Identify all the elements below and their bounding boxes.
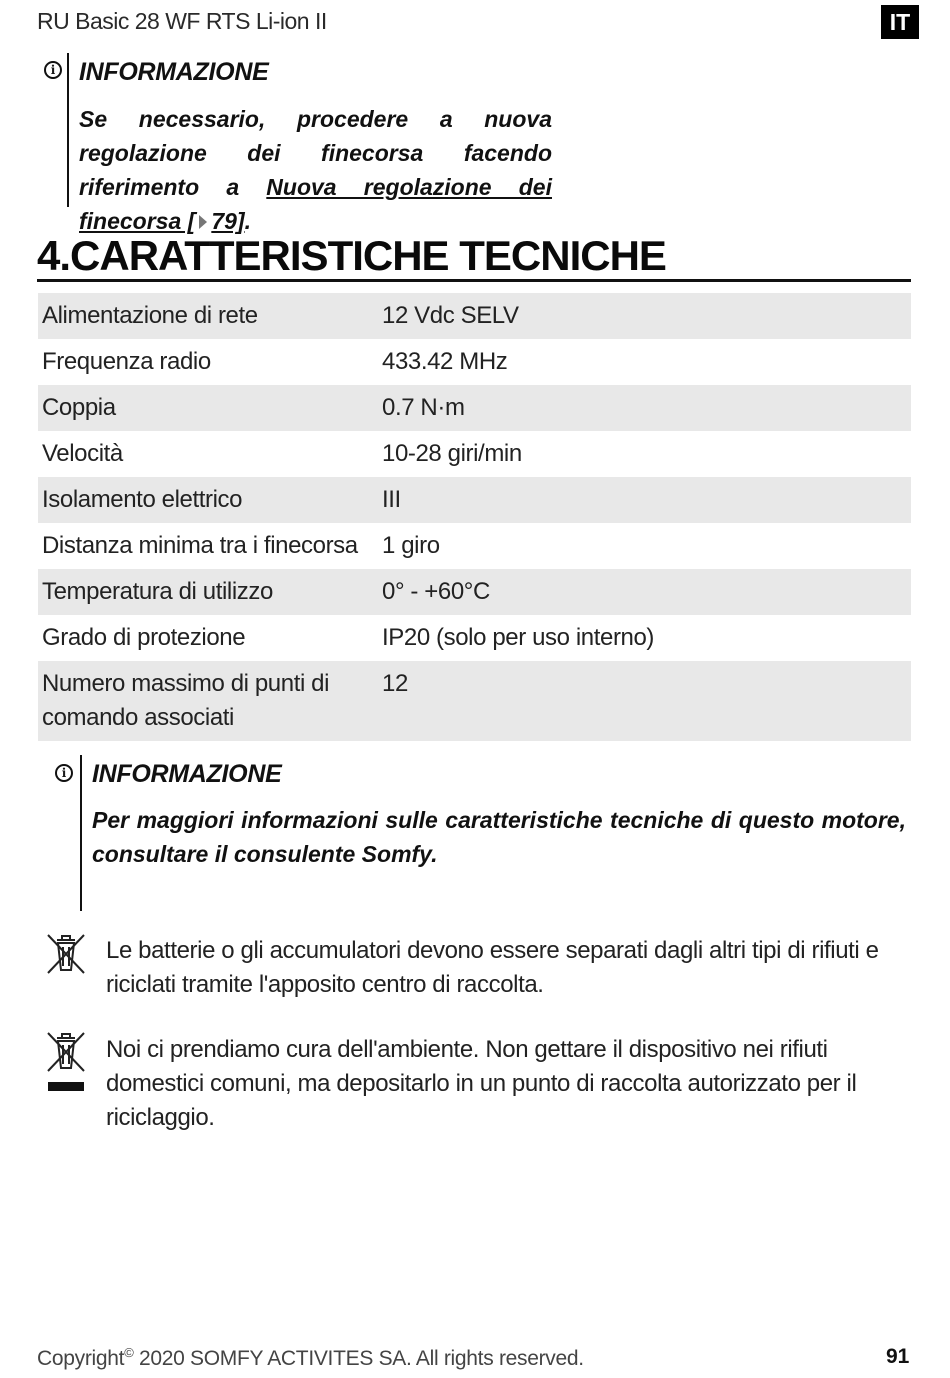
spec-label: Velocità (42, 440, 123, 467)
spec-label: Isolamento elettrico (38, 477, 378, 523)
copyright-text: 2020 SOMFY ACTIVITES SA. All rights reserved. (133, 1347, 584, 1370)
info-note-text (79, 102, 552, 238)
spec-value: 1 giro (382, 532, 440, 559)
copyright-symbol: © (124, 1345, 134, 1360)
table-row (38, 661, 911, 741)
table-row (38, 477, 911, 523)
limit-adjust-link-text: Nuova regolazione dei finecorsa [ (79, 174, 552, 234)
spec-value: 0.7 N·m (378, 385, 911, 431)
limit-adjust-link-page: 79] (211, 208, 245, 234)
heading-rule (37, 279, 911, 282)
info-note-title: INFORMAZIONE (92, 760, 282, 788)
product-title: RU Basic 28 WF RTS Li-ion II (37, 8, 327, 34)
table-row (38, 339, 911, 385)
spec-label: Coppia (38, 385, 378, 431)
info-icon: i (55, 764, 73, 782)
table-row (38, 569, 911, 615)
spec-label: Frequenza radio (42, 348, 211, 375)
spec-value: 12 Vdc SELV (378, 293, 911, 339)
page-number: 91 (886, 1345, 910, 1368)
info-note-bar (80, 755, 82, 911)
spec-value: 10-28 giri/min (382, 440, 522, 467)
table-row (38, 293, 911, 339)
spec-value: 12 (378, 661, 911, 741)
table-row (38, 431, 911, 477)
spec-value: 0° - +60°C (378, 569, 911, 615)
table-row (38, 523, 911, 569)
info-note-text: Per maggiori informazioni sulle caratteristiche tecniche di questo motore, consultare il consulente Somfy. (92, 807, 906, 867)
copyright-notice (37, 1345, 584, 1371)
spec-label: Temperatura di utilizzo (38, 569, 378, 615)
crossed-bin-icon (45, 932, 87, 976)
info-note-bar (67, 53, 69, 207)
info-note-text-body: Se necessario, procedere a nuova regolazione dei finecorsa facendo riferimento a (79, 106, 552, 200)
specs-table (38, 293, 911, 741)
spec-value: III (378, 477, 911, 523)
info-note-title: INFORMAZIONE (79, 58, 269, 86)
device-disposal-notice: Noi ci prendiamo cura dell'ambiente. Non gettare il dispositivo nei rifiuti domestici comuni, ma depositarlo in un punto di raccolta autorizzato per il riciclaggio. (106, 1036, 857, 1131)
spec-label: Alimentazione di rete (38, 293, 378, 339)
spec-label: Numero massimo di punti di comando associati (38, 661, 378, 741)
spec-label: Distanza minima tra i finecorsa (42, 532, 358, 559)
battery-recycling-notice: Le batterie o gli accumulatori devono essere separati dagli altri tipi di rifiuti e riciclati tramite l'apposito centro di raccolta. (106, 937, 879, 998)
spec-label: Grado di protezione (42, 624, 246, 651)
page-ref-arrow-icon (197, 213, 209, 231)
info-note-text-end: . (244, 208, 251, 234)
copyright-prefix: Copyright (37, 1347, 125, 1370)
language-badge: IT (881, 5, 919, 39)
table-row (38, 615, 911, 661)
crossed-bin-icon (45, 1030, 87, 1094)
info-icon: i (44, 61, 62, 79)
spec-value: 433.42 MHz (382, 348, 508, 375)
spec-value: IP20 (solo per uso interno) (382, 624, 655, 651)
section-heading: 4.CARATTERISTICHE TECNICHE (37, 232, 666, 279)
table-row (38, 385, 911, 431)
